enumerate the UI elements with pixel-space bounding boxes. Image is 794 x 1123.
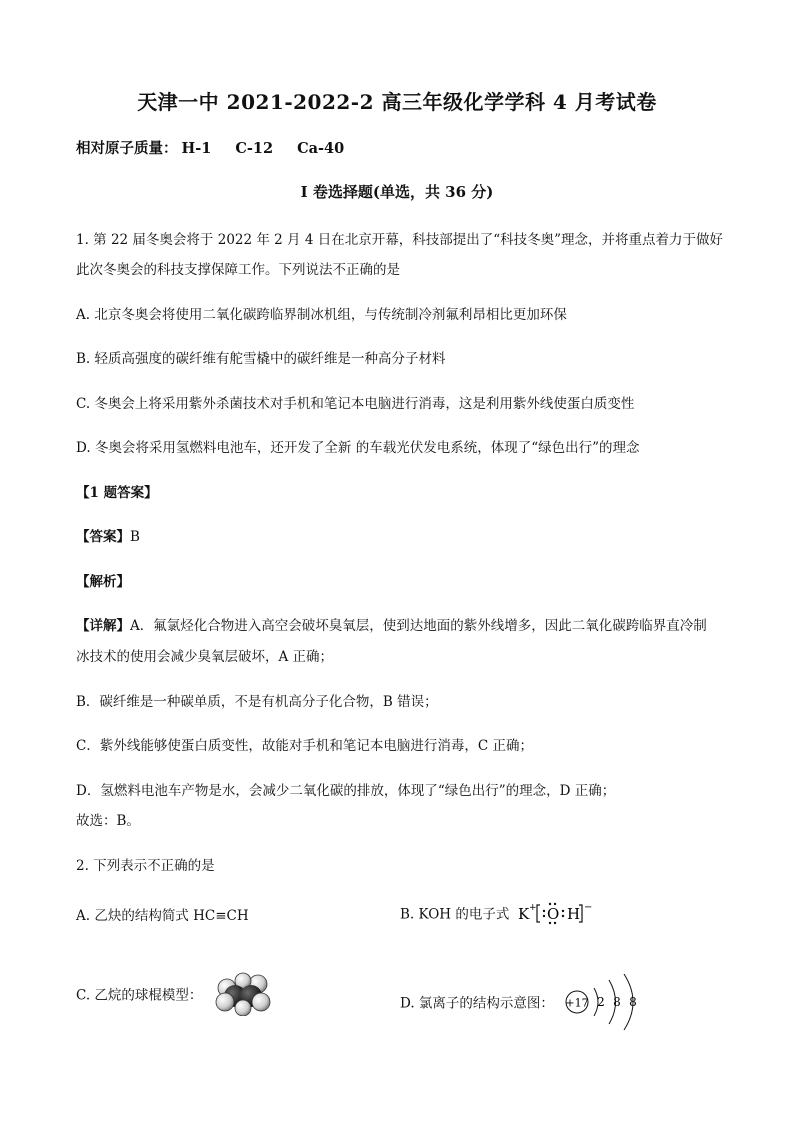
q1-detail-d: D．氢燃料电池车产物是水，会减少二氧化碳的排放，体现了“绿色出行”的理念，D 正确； xyxy=(76,783,616,799)
q1-detail-c: C．紫外线能够使蛋白质变性，故能对手机和笔记本电脑进行消毒，C 正确； xyxy=(76,738,533,754)
answer-label: 【答案】 xyxy=(76,529,130,545)
q1-conclusion: 故选：B。 xyxy=(76,813,140,829)
q2-option-c-text: C. 乙烷的球棍模型： xyxy=(76,987,203,1004)
shell-1-electrons: 2 xyxy=(597,995,606,1009)
ethane-ball-model-icon xyxy=(213,972,273,1020)
q2-option-c xyxy=(76,972,273,1020)
left-bracket xyxy=(537,905,540,922)
shell-2-electrons: 8 xyxy=(613,995,622,1009)
mass-ca: Ca-40 xyxy=(297,140,345,157)
q2-option-d xyxy=(400,972,656,1036)
atomic-mass-label: 相对原子质量： xyxy=(76,140,178,157)
shell-3-electrons: 8 xyxy=(629,995,638,1009)
lewis-anion-charge: − xyxy=(583,902,593,913)
q2-option-a: A. 乙炔的结构简式 HC≡CH xyxy=(76,908,249,924)
q1-option-a: A. 北京冬奥会将使用二氧化碳跨临界制冰机组，与传统制冷剂氟利昂相比更加环保 xyxy=(76,307,567,323)
answer-value: B xyxy=(130,529,140,545)
q2-option-b-text: B. KOH 的电子式 xyxy=(400,906,510,923)
detail-label: 【详解】 xyxy=(76,618,130,634)
chloride-ion-structure-diagram xyxy=(564,972,656,1036)
q2-option-b xyxy=(400,900,602,930)
q1-analysis-header: 【解析】 xyxy=(76,574,130,590)
q1-option-b: B. 轻质高强度的碳纤维有舵雪橇中的碳纤维是一种高分子材料 xyxy=(76,351,446,367)
q2-option-d-text: D. 氯离子的结构示意图： xyxy=(400,995,554,1012)
lewis-hydrogen: H xyxy=(566,905,580,923)
lewis-cation-charge: + xyxy=(528,903,537,913)
lewis-oxygen: O xyxy=(546,905,559,923)
nucleus-charge: +17 xyxy=(565,996,589,1010)
lewis-cation: K xyxy=(517,905,529,923)
q1-detail-b: B．碳纤维是一种碳单质，不是有机高分子化合物，B 错误； xyxy=(76,694,438,710)
section-header: I 卷选择题(单选，共 36 分) xyxy=(300,183,494,201)
detail-text-a1: A．氟氯烃化合物进入高空会破坏臭氧层，使到达地面的紫外线增多，因此二氧化碳跨临界直冷制 xyxy=(130,618,707,634)
koh-lewis-structure xyxy=(518,900,602,930)
atomic-mass-line xyxy=(76,137,368,158)
q1-detail-line2: 冰技术的使用会减少臭氧层破坏，A 正确； xyxy=(76,649,334,665)
q1-option-c: C. 冬奥会上将采用紫外杀菌技术对手机和笔记本电脑进行消毒，这是利用紫外线使蛋白质变性 xyxy=(76,396,635,412)
page-title: 天津一中 2021-2022-2 高三年级化学学科 4 月考试卷 xyxy=(137,90,657,114)
mass-c: C-12 xyxy=(235,140,274,157)
q1-stem-line2: 此次冬奥会的科技支撑保障工作。下列说法不正确的是 xyxy=(76,262,400,278)
q1-answer xyxy=(76,525,140,545)
q2-stem: 2. 下列表示不正确的是 xyxy=(76,858,215,874)
q1-option-d: D. 冬奥会将采用氢燃料电池车，还开发了全新 的车载光伏发电系统，体现了“绿色出行”的理念 xyxy=(76,440,640,456)
mass-h: H-1 xyxy=(181,140,212,157)
q1-stem-line1: 1. 第 22 届冬奥会将于 2022 年 2 月 4 日在北京开幕，科技部提出了“科技冬奥”理念，并将重点着力于做好 xyxy=(76,232,724,248)
q1-answer-header: 【1 题答案】 xyxy=(76,485,158,501)
q1-detail-line1 xyxy=(76,614,707,634)
